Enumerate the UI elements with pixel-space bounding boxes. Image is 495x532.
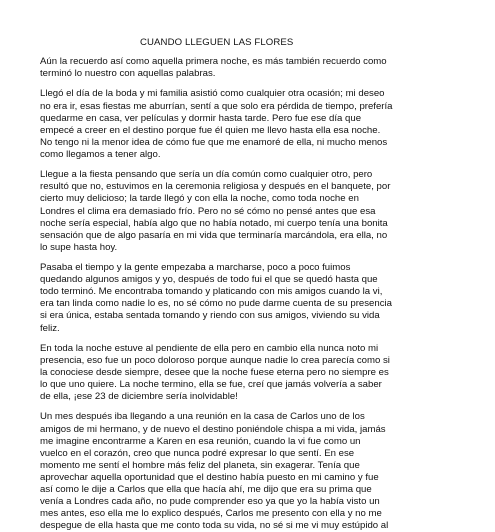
text-line: era tan linda como nadie lo es, no sé cómo no pude darme cuenta de su presencia — [40, 298, 392, 310]
text-line: cierto muy delicioso; la tarde llegó y con ella la noche, como toda noche en — [40, 193, 359, 205]
text-line: aprovechar aquella oportunidad que el destino había puesto en mi camino y fue — [40, 471, 379, 483]
text-line: Llegó el día de la boda y mi familia asistió como cualquier otra ocasión; mi deseo — [40, 88, 385, 100]
document-title: CUANDO LLEGUEN LAS FLORES — [140, 37, 294, 48]
text-line: lo supe hasta hoy. — [40, 241, 118, 253]
text-line: Aún la recuerdo así como aquella primera noche, es más también recuerdo como — [40, 56, 387, 68]
text-line: todo terminó. Me encontraba tomando y platicando con mis amigos cuando la vi, — [40, 286, 383, 298]
text-line: la conociese desde siempre, desee que la noche fuese eterna pero no siempre es — [40, 367, 389, 378]
text-line: Un mes después iba llegando a una reunión en la casa de Carlos uno de los — [40, 411, 365, 423]
text-line: Llegue a la fiesta pensando que sería un día común como cualquier otro, pero — [40, 169, 373, 181]
text-line: sensación que de algo pasaría en mi vida que terminaría marcándola, era ella, no — [40, 229, 388, 241]
text-line: vuelco en el corazón, creo que nunca podré expresar lo que sentí. En ese — [40, 447, 355, 459]
text-line: quedarme en casa, ver películas y dormir hasta tarde. Pero fue ese día que — [40, 112, 362, 124]
text-line: En toda la noche estuve al pendiente de ella pero en cambio ella nunca noto mi — [40, 342, 379, 354]
text-line: amigos de mi hermano, y de nuevo el destino poniéndole chispa a mi vida, jamás — [40, 423, 386, 435]
text-line: quedando algunos amigos y yo, después de todo fui el que se quedó hasta que — [40, 274, 378, 286]
text-line: momento me sentí el hombre más feliz del planeta, sin exagerar. Tenía que — [40, 459, 360, 471]
text-line: de ella, ¡ese 23 de diciembre sería inolvidable! — [40, 391, 238, 403]
paragraph-1 — [40, 56, 467, 80]
text-line: como llegamos a tener algo. — [40, 148, 161, 160]
text-line: mes antes, eso ella me lo explico después, Carlos me presento con ella y no me — [40, 508, 382, 520]
text-line: Pasaba el tiempo y la gente empezaba a marcharse, poco a poco fuimos — [40, 262, 351, 274]
text-line: lo que uno quiere. La noche termino, ella se fue, creí que jamás volvería a saber — [40, 379, 382, 391]
text-line: No tengo ni la menor idea de cómo fue que me enamoré de ella, ni mucho menos — [40, 136, 388, 148]
paragraph-6 — [40, 411, 467, 532]
text-line: venía a Londres cada año, no pude comprender eso ya que yo la había visto un — [40, 496, 380, 508]
text-line: despegue de ella hasta que me conto toda su vida, no sé si me vi muy estúpido al — [40, 520, 389, 532]
text-line: resultó que no, estuvimos en la ceremonia religiosa y después en el banquete, por — [40, 181, 391, 193]
text-line: Londres el clima era demasiado frío. Pero no sé cómo no pensé antes que esa — [40, 205, 376, 217]
paragraph-2 — [40, 88, 467, 161]
document-body — [40, 56, 467, 532]
text-line: presencia, eso fue un poco doloroso porque aunque nadie lo crea parecía como si — [40, 354, 390, 366]
paragraph-5 — [40, 343, 467, 403]
text-line: así como le dije a Carlos que ella que hacía ahí, me dijo que era su prima que — [40, 484, 372, 496]
text-line: me imagine encontrarme a Karen en esa reunión, cuando la vi fue como un — [40, 435, 361, 447]
text-line: feliz. — [40, 322, 60, 334]
text-line: terminó lo nuestro con aquellas palabras. — [40, 68, 216, 80]
text-line: si era única, estaba sentada tomando y riendo con sus amigos, viviendo su vida — [40, 310, 380, 322]
paragraph-3 — [40, 169, 467, 254]
text-line: noche sería especial, había algo que no había notado, mi cuerpo tenía una bonita — [40, 217, 388, 229]
paragraph-4 — [40, 262, 467, 335]
text-line: empecé a creer en el destino porque fue él quien me llevo hasta ella esa noche. — [40, 124, 381, 136]
text-line: no era ir, esas fiestas me aburrían, sentí a que solo era pérdida de tiempo, prefería — [40, 100, 393, 112]
